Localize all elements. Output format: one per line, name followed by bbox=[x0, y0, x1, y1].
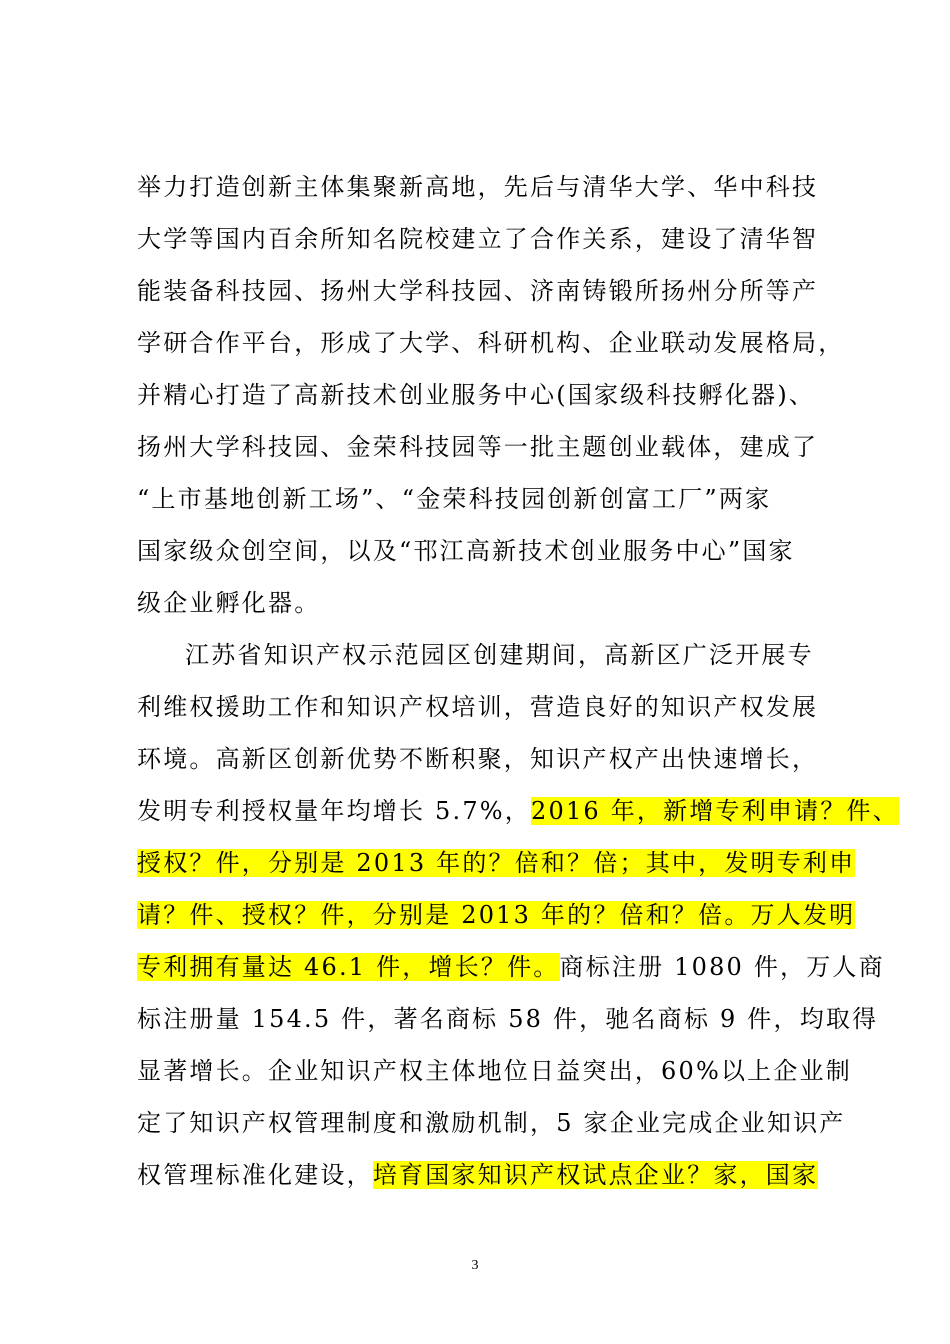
highlighted-text: 2016 年，新增专利申请？件、 bbox=[531, 797, 899, 825]
line-text: 发明专利授权量年均增长 5.7%， bbox=[137, 797, 532, 825]
paragraph-line: 环境。高新区创新优势不断积聚，知识产权产出快速增长， bbox=[137, 745, 819, 773]
paragraph-line: 能装备科技园、扬州大学科技园、济南铸锻所扬州分所等产 bbox=[137, 277, 819, 305]
paragraph-line: 国家级众创空间，以及“邗江高新技术创业服务中心”国家 bbox=[137, 537, 795, 565]
paragraph-line: 利维权援助工作和知识产权培训，营造良好的知识产权发展 bbox=[137, 693, 819, 721]
paragraph-line bbox=[137, 895, 855, 935]
page-number: 3 bbox=[471, 1258, 479, 1273]
line-text: 权管理标准化建设， bbox=[137, 1161, 373, 1189]
highlighted-text: 授权？件，分别是 2013 年的？倍和？倍；其中，发明专利申 bbox=[137, 849, 856, 877]
paragraph-line: 大学等国内百余所知名院校建立了合作关系，建设了清华智 bbox=[137, 225, 819, 253]
paragraph-first-line: 江苏省知识产权示范园区创建期间，高新区广泛开展专 bbox=[185, 641, 814, 669]
highlighted-text: 培育国家知识产权试点企业？家，国家 bbox=[372, 1161, 819, 1189]
paragraph-line: 级企业孵化器。 bbox=[137, 589, 321, 617]
paragraph-line: 并精心打造了高新技术创业服务中心(国家级科技孵化器)、 bbox=[137, 381, 816, 409]
paragraph-line: “上市基地创新工场”、“金荣科技园创新创富工厂”两家 bbox=[137, 485, 772, 513]
paragraph-line: 定了知识产权管理制度和激励机制，5 家企业完成企业知识产 bbox=[137, 1109, 846, 1137]
highlighted-text: 请？件、授权？件，分别是 2013 年的？倍和？倍。万人发明 bbox=[137, 901, 856, 929]
paragraph-line bbox=[137, 843, 855, 883]
highlighted-text: 专利拥有量达 46.1 件，增长？件。 bbox=[137, 953, 560, 981]
paragraph-line bbox=[137, 791, 899, 831]
paragraph-line: 标注册量 154.5 件，著名商标 58 件，驰名商标 9 件，均取得 bbox=[137, 1005, 879, 1033]
paragraph-line bbox=[137, 947, 885, 987]
paragraph-line: 学研合作平台，形成了大学、科研机构、企业联动发展格局， bbox=[137, 329, 845, 357]
paragraph-line bbox=[137, 1155, 818, 1195]
paragraph-line: 扬州大学科技园、金荣科技园等一批主题创业载体，建成了 bbox=[137, 433, 819, 461]
line-text: 商标注册 1080 件，万人商 bbox=[559, 953, 885, 981]
paragraph-line: 举力打造创新主体集聚新高地，先后与清华大学、华中科技 bbox=[137, 173, 819, 201]
paragraph-line: 显著增长。企业知识产权主体地位日益突出，60%以上企业制 bbox=[137, 1057, 852, 1085]
